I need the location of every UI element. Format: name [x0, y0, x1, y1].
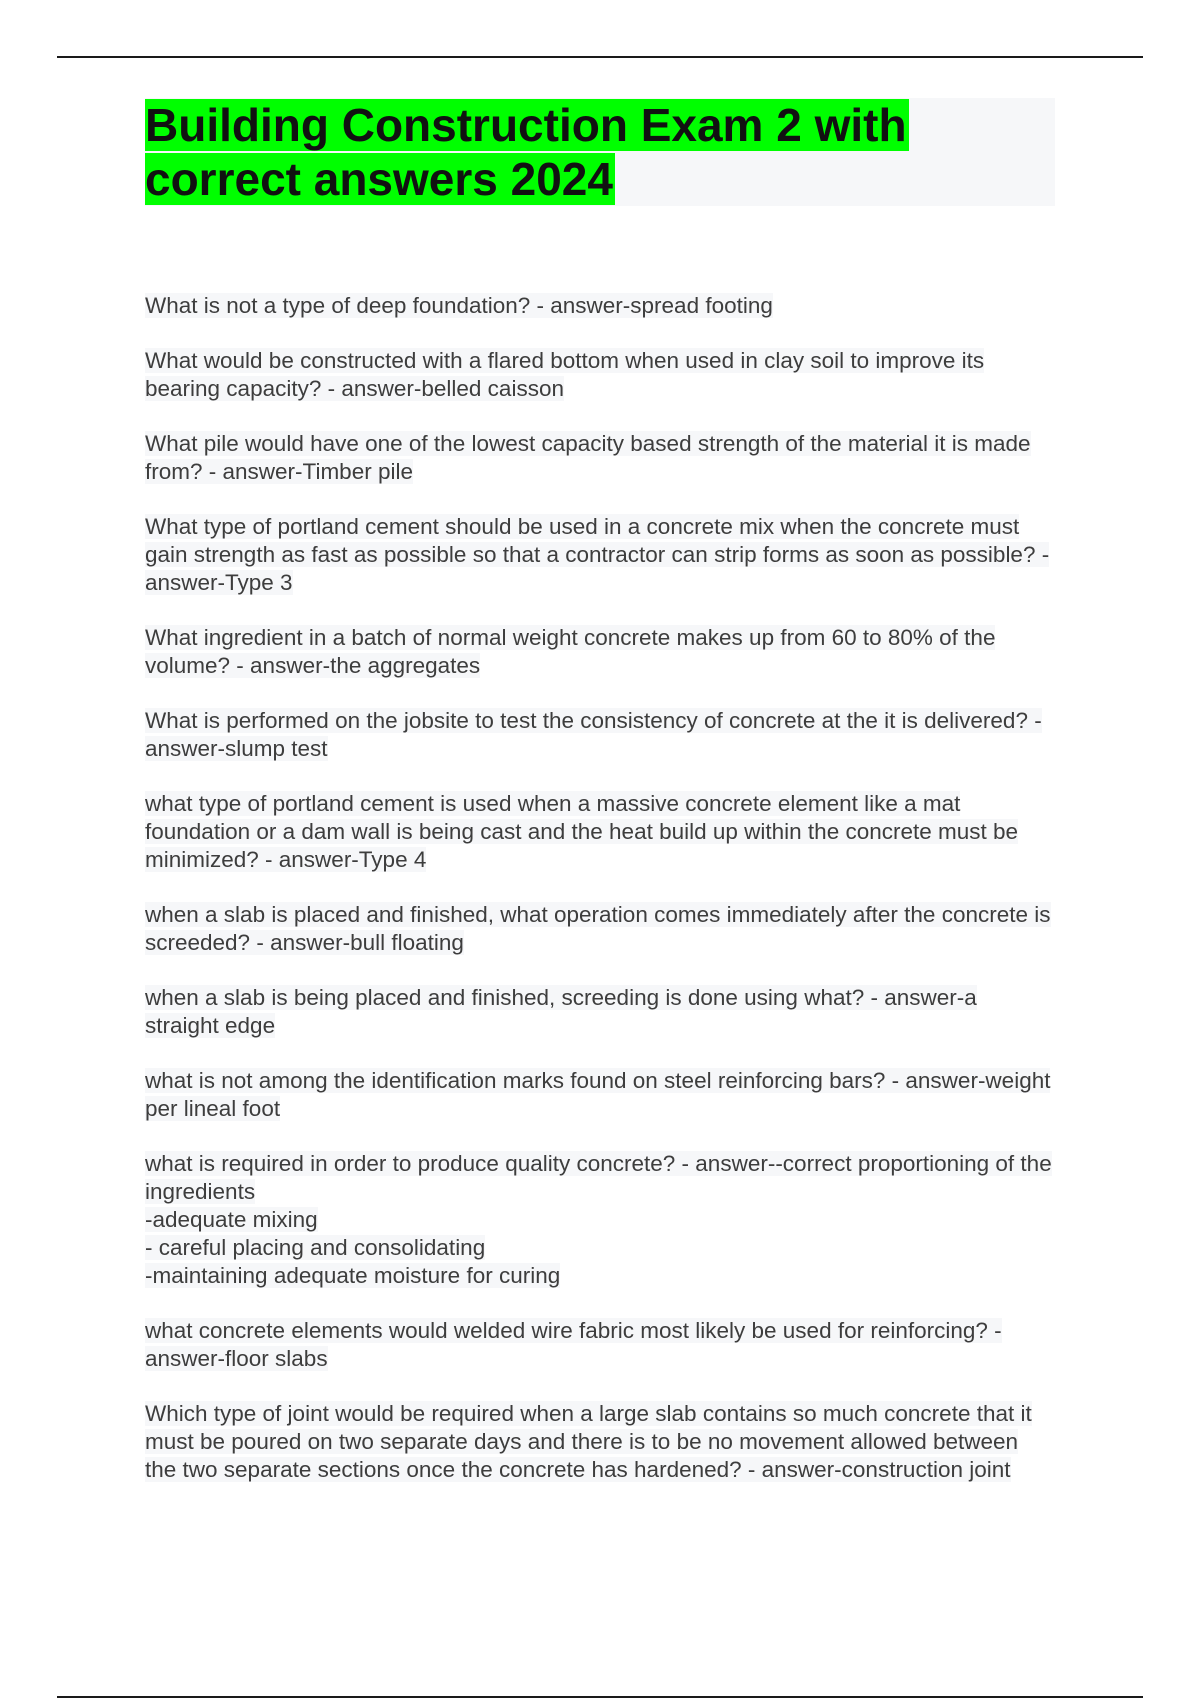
qa-item: What would be constructed with a flared bottom when used in clay soil to improve its bearing capacity? - answer-belled caisson — [145, 348, 985, 401]
qa-item: what concrete elements would welded wire fabric most likely be used for reinforcing? - answer-floor slabs — [145, 1318, 1002, 1371]
qa-item: What is not a type of deep foundation? - answer-spread footing — [145, 293, 773, 318]
qa-item: what type of portland cement is used when a massive concrete element like a mat foundation or a dam wall is being cast and the heat build up within the concrete must be minimized? - answer-Type 4 — [145, 791, 1019, 872]
qa-item: What ingredient in a batch of normal weight concrete makes up from 60 to 80% of the volume? - answer-the aggregates — [145, 625, 996, 678]
qa-item: What is performed on the jobsite to test the consistency of concrete at the it is delivered? - answer-slump test — [145, 708, 1042, 761]
document-body — [145, 98, 1055, 1511]
qa-item: when a slab is being placed and finished, screeding is done using what? - answer-a straight edge — [145, 985, 977, 1038]
qa-item: what is required in order to produce quality concrete? - answer--correct proportioning of the ingredients -adequate mixing - careful placing and consolidating -maintaining adequate moisture for curing — [145, 1151, 1052, 1288]
qa-item: when a slab is placed and finished, what operation comes immediately after the concrete is screeded? - answer-bull floating — [145, 902, 1051, 955]
qa-item: What pile would have one of the lowest capacity based strength of the material it is made from? - answer-Timber pile — [145, 431, 1031, 484]
document-title — [145, 98, 985, 206]
qa-item: What type of portland cement should be used in a concrete mix when the concrete must gain strength as fast as possible so that a contractor can strip forms as soon as possible? - answer-Type 3 — [145, 514, 1050, 595]
bottom-rule — [57, 1696, 1143, 1698]
title-text: Building Construction Exam 2 with correct answers 2024 — [145, 99, 907, 205]
qa-item: Which type of joint would be required when a large slab contains so much concrete that it must be poured on two separate days and there is to be no movement allowed between the two separate sections once the concrete has hardened? - answer-construction joint — [145, 1401, 1032, 1482]
qa-item: what is not among the identification marks found on steel reinforcing bars? - answer-weight per lineal foot — [145, 1068, 1051, 1121]
top-rule — [57, 56, 1143, 58]
title-block — [145, 98, 1055, 206]
qa-list — [145, 292, 1055, 1484]
